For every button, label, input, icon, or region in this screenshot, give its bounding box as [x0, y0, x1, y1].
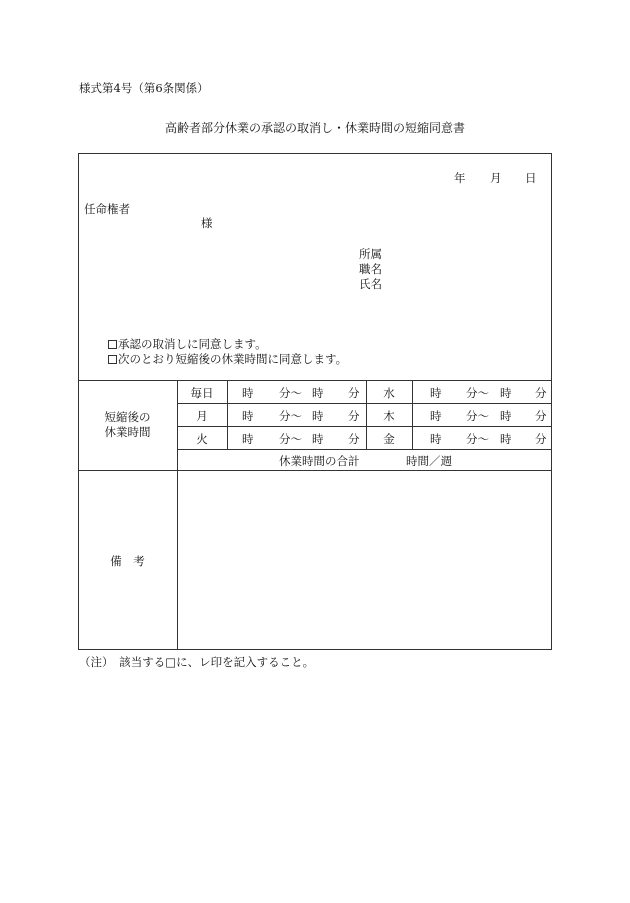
- end-minute-unit: 分: [348, 409, 360, 423]
- left-day-label: 毎日: [190, 386, 214, 400]
- end-minute-unit: 分: [348, 432, 360, 446]
- schedule-header: [78, 410, 177, 440]
- position-label: 職名: [359, 262, 382, 276]
- left-day-divider: [227, 380, 228, 449]
- option-withdraw[interactable]: [108, 336, 267, 352]
- footnote: （注） 該当する□に、レ印を記入すること。: [79, 655, 315, 669]
- end-hour-unit: 時: [500, 432, 512, 446]
- affiliation-label: 所属: [359, 247, 382, 261]
- start-hour-unit: 時: [242, 386, 254, 400]
- remarks-label: 備 考: [110, 554, 145, 568]
- total-unit: 時間／週: [406, 454, 452, 468]
- right-day-label: 水: [383, 386, 395, 400]
- left-day-label: 月: [196, 409, 208, 423]
- start-minute-unit: 分～: [466, 386, 489, 400]
- schedule-header-line1: 短縮後の: [104, 410, 151, 424]
- start-minute-unit: 分～: [466, 409, 489, 423]
- right-day-label: 木: [383, 409, 395, 423]
- form-title: 高齢者部分休業の承認の取消し・休業時間の短縮同意書: [164, 121, 465, 135]
- date-year-label: 年: [454, 171, 466, 185]
- end-hour-unit: 時: [312, 432, 324, 446]
- end-minute-unit: 分: [535, 409, 547, 423]
- remarks-field[interactable]: [178, 471, 551, 649]
- schedule-header-line2: 休業時間: [104, 425, 151, 439]
- option-withdraw-label: 承認の取消しに同意します。: [118, 337, 267, 351]
- date-month-label: 月: [490, 171, 502, 185]
- addressee-label: 任命権者: [84, 202, 130, 216]
- start-hour-unit: 時: [242, 409, 254, 423]
- option-shorten-label: 次のとおり短縮後の休業時間に同意します。: [118, 352, 348, 366]
- schedule-row-divider-3: [177, 449, 552, 450]
- total-label: 休業時間の合計: [279, 454, 360, 468]
- end-hour-unit: 時: [312, 386, 324, 400]
- start-hour-unit: 時: [242, 432, 254, 446]
- checkbox-shorten[interactable]: [108, 355, 117, 364]
- form-number: 様式第4号（第6条関係）: [79, 81, 209, 95]
- start-minute-unit: 分～: [279, 386, 302, 400]
- start-hour-unit: 時: [430, 432, 442, 446]
- end-minute-unit: 分: [348, 386, 360, 400]
- right-day-label: 金: [383, 432, 395, 446]
- start-minute-unit: 分～: [279, 409, 302, 423]
- end-hour-unit: 時: [500, 386, 512, 400]
- name-label: 氏名: [359, 277, 382, 291]
- start-minute-unit: 分～: [279, 432, 302, 446]
- schedule-row-divider-1: [177, 403, 552, 404]
- start-hour-unit: 時: [430, 409, 442, 423]
- addressee-honorific: 様: [201, 216, 213, 230]
- left-day-label: 火: [196, 432, 208, 446]
- option-shorten[interactable]: [108, 351, 347, 367]
- end-minute-unit: 分: [535, 432, 547, 446]
- end-minute-unit: 分: [535, 386, 547, 400]
- checkbox-withdraw[interactable]: [108, 340, 117, 349]
- schedule-row-divider-2: [177, 426, 552, 427]
- end-hour-unit: 時: [500, 409, 512, 423]
- section-divider-top: [78, 380, 552, 381]
- start-hour-unit: 時: [430, 386, 442, 400]
- date-day-label: 日: [525, 171, 537, 185]
- end-hour-unit: 時: [312, 409, 324, 423]
- start-minute-unit: 分～: [466, 432, 489, 446]
- mid-day-divider-right: [412, 380, 413, 449]
